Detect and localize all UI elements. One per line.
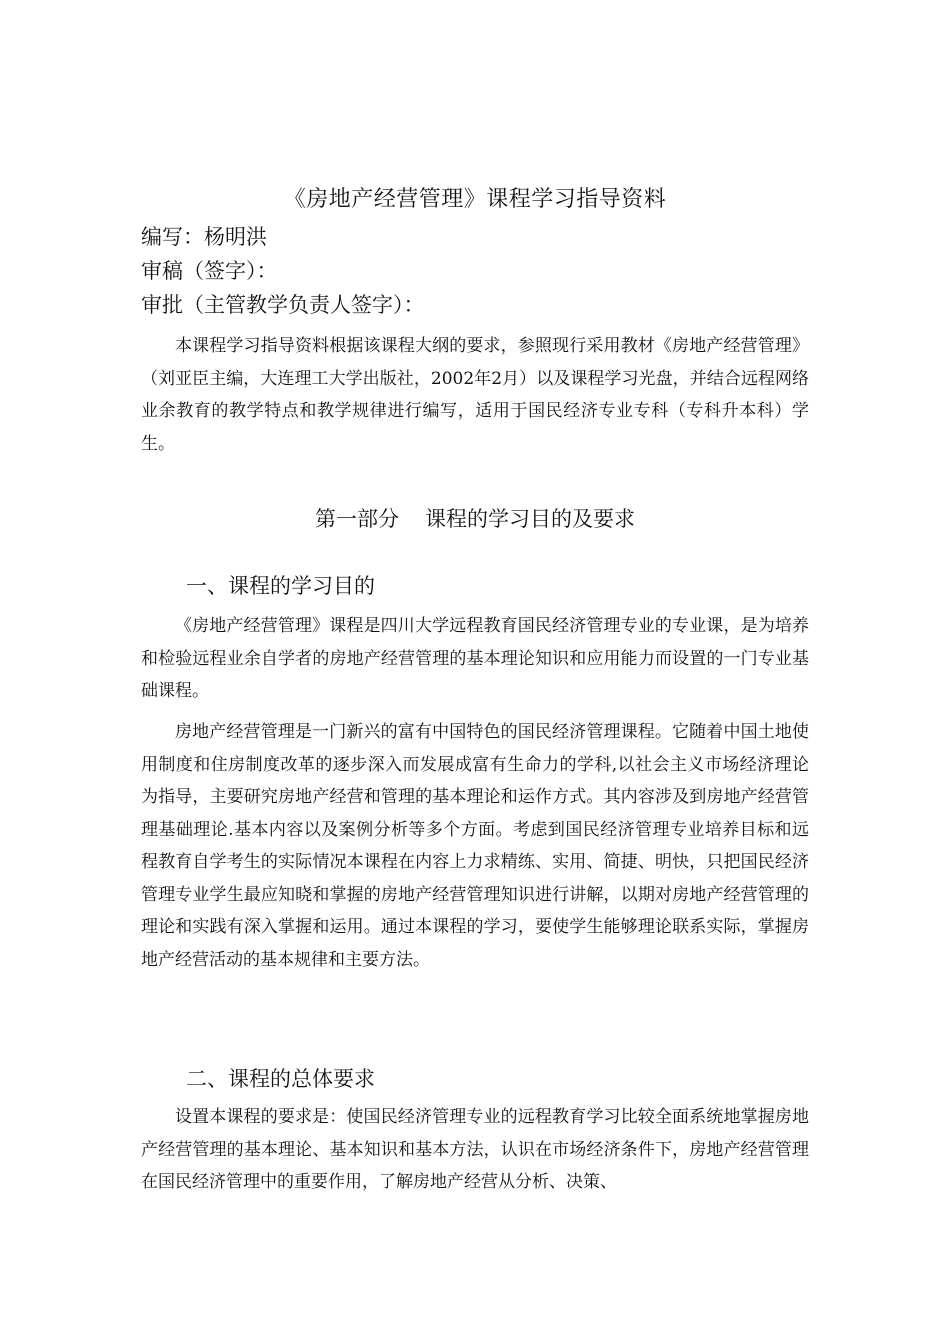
author-line: 编写：杨明洪 xyxy=(141,225,267,249)
document-title: 《房地产经营管理》课程学习指导资料 xyxy=(283,187,667,212)
section-one-paragraph-1: 《房地产经营管理》课程是四川大学远程教育国民经济管理专业的专业课，是为培养和检验远程业余自学者的房地产经营管理的基本理论知识和应用能力而设置的一门专业基础课程。 xyxy=(141,616,809,701)
section-two-heading: 二、课程的总体要求 xyxy=(186,1067,375,1091)
intro-paragraph: 本课程学习指导资料根据该课程大纲的要求，参照现行采用教材《房地产经营管理》（刘亚臣主编，大连理工大学出版社，2002年2月）以及课程学习光盘，并结合远程网络业余教育的教学特点和教学规律进行编写，适用于国民经济专业专科（专科升本科）学生。 xyxy=(141,336,809,454)
section-two-paragraph-1: 设置本课程的要求是：使国民经济管理专业的远程教育学习比较全面系统地掌握房地产经营管理的基本理论、基本知识和基本方法，认识在市场经济条件下，房地产经营管理在国民经济管理中的重要作用，了解房地产经营从分析、决策、 xyxy=(141,1107,809,1192)
part-one-title: 课程的学习目的及要求 xyxy=(425,507,635,531)
approver-line: 审批（主管教学负责人签字）： xyxy=(141,293,425,317)
part-one-label: 第一部分 xyxy=(315,507,399,531)
reviewer-line: 审稿（签字）： xyxy=(141,259,278,283)
part-one-heading xyxy=(0,503,950,535)
section-one-paragraph-2: 房地产经营管理是一门新兴的富有中国特色的国民经济管理课程。它随着中国土地使用制度和住房制度改革的逐步深入而发展成富有生命力的学科,以社会主义市场经济理论为指导，主要研究房地产经营和管理的基本理论和运作方式。其内容涉及到房地产经营管理基础理论.基本内容以及案例分析等多个方面。考虑到国民经济管理专业培养目标和远程教育自学考生的实际情况本课程在内容上力求精练、实用、简捷、明快，只把国民经济管理专业学生最应知晓和掌握的房地产经营管理知识进行讲解，以期对房地产经营管理的理论和实践有深入掌握和运用。通过本课程的学习，要使学生能够理论联系实际，掌握房地产经营活动的基本规律和主要方法。 xyxy=(141,722,809,970)
section-one-heading: 一、课程的学习目的 xyxy=(186,574,375,598)
